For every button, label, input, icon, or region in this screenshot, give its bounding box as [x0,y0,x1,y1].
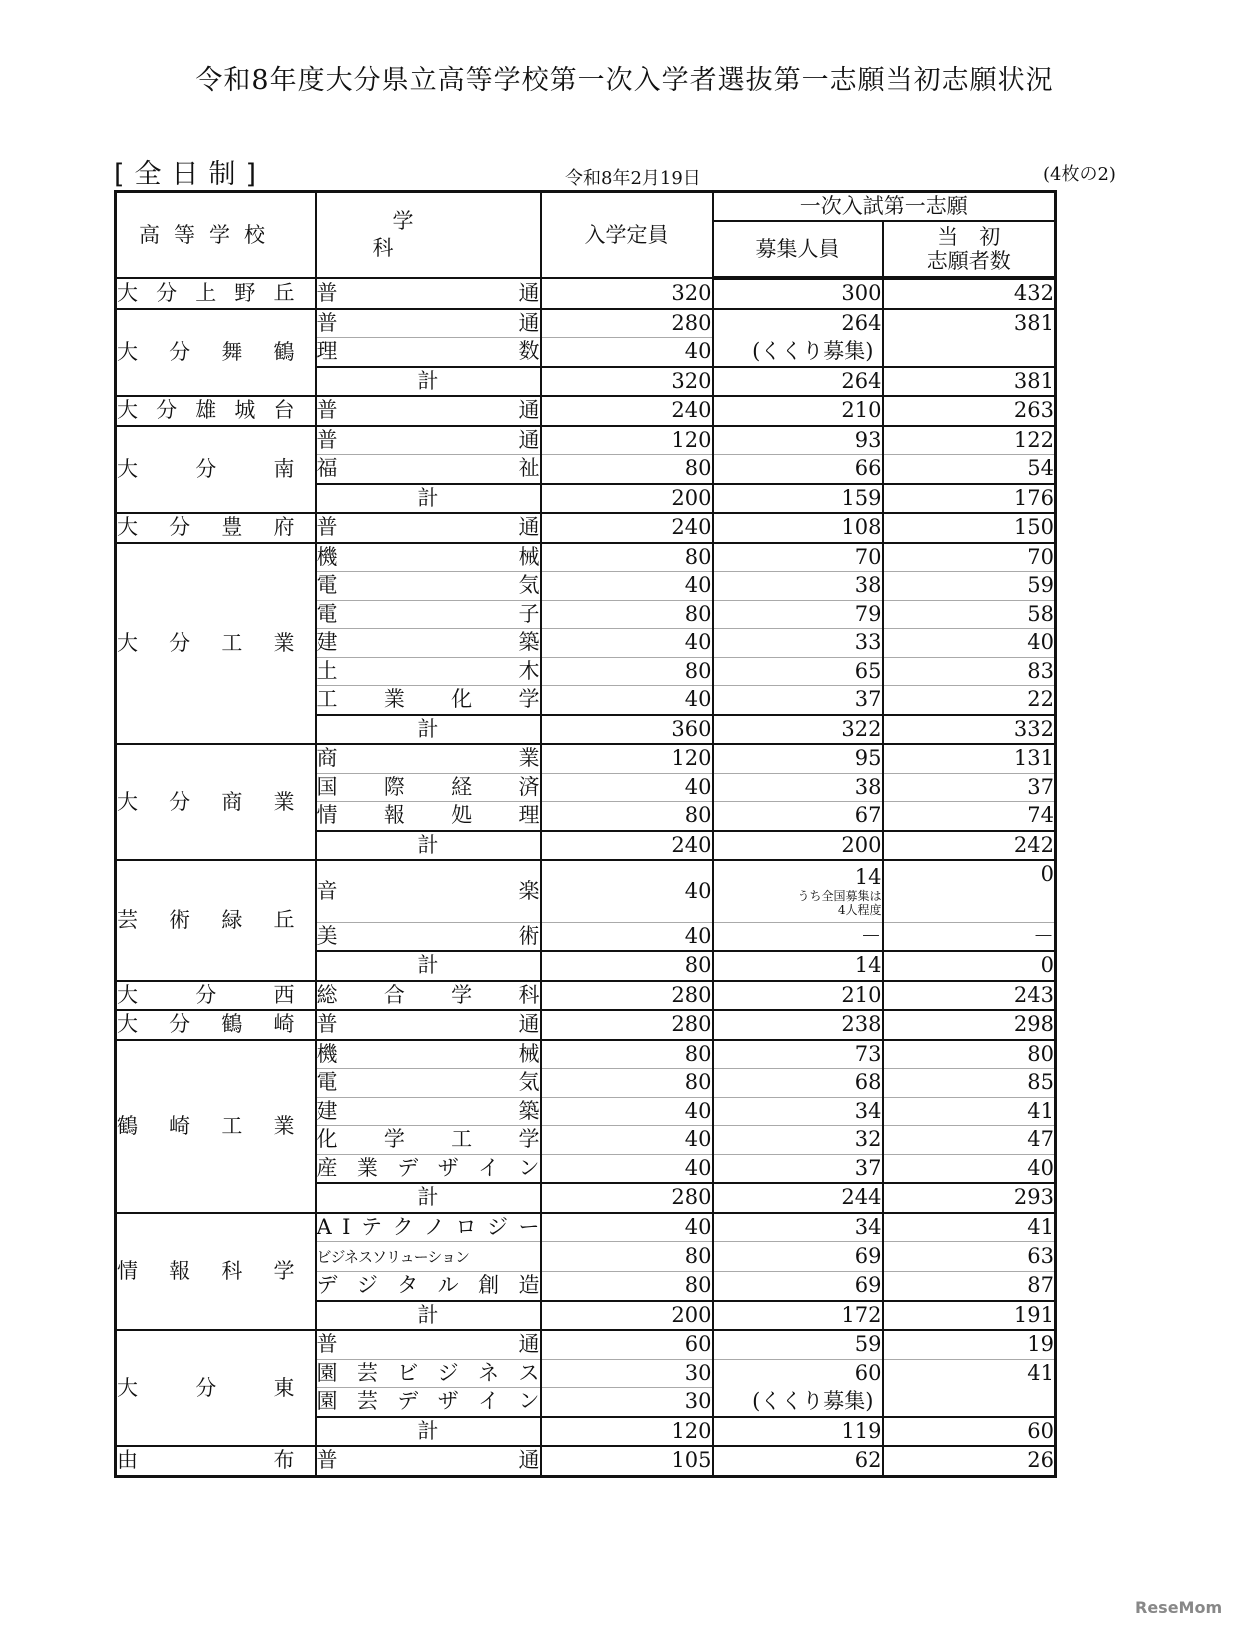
capacity-value: 40 [541,860,713,922]
school-name: 大 分 西 [116,981,316,1011]
capacity-value: 80 [541,1040,713,1069]
table-row [116,744,1056,773]
department-name: ビジネスソリューション [316,1242,541,1272]
capacity-value: 240 [541,396,713,426]
resemom-logo: ReseMom [1135,1598,1223,1617]
capacity-value: 360 [541,715,713,745]
applicants-value: 0 [883,860,1056,922]
applicants-value: 41 [883,1359,1056,1388]
department-name: 普 通 [316,396,541,426]
recruit-value: 73 [713,1040,883,1069]
recruit-value: － [713,922,883,951]
applicants-value: 176 [883,484,1056,514]
department-name: 計 [316,951,541,981]
department-name: 普 通 [316,278,541,309]
recruit-value: 34 [713,1213,883,1242]
capacity-value: 80 [541,600,713,629]
applicants-value: 242 [883,831,1056,861]
applicants-value: 19 [883,1330,1056,1359]
department-name: 機 械 [316,543,541,572]
header-dept: 学科 [316,192,541,279]
applicants-value: 37 [883,773,1056,802]
header-first-choice-group: 一次入試第一志願 [713,192,1056,222]
applicants-value: 87 [883,1272,1056,1301]
section-label: [全日制] [114,159,267,190]
recruit-value: 93 [713,426,883,455]
applicants-value: 131 [883,744,1056,773]
capacity-value: 80 [541,951,713,981]
department-name: 計 [316,1301,541,1331]
table-row [116,426,1056,455]
department-name: 計 [316,367,541,397]
department-name: 建 築 [316,629,541,658]
capacity-value: 80 [541,657,713,686]
capacity-value: 40 [541,1097,713,1126]
department-name: 電 子 [316,600,541,629]
applicants-value: 26 [883,1446,1056,1476]
header-recruit: 募集人員 [713,221,883,278]
capacity-value: 80 [541,1069,713,1098]
applicants-value: 85 [883,1069,1056,1098]
recruit-value: 38 [713,572,883,601]
capacity-value: 40 [541,1213,713,1242]
department-name: 福 祉 [316,455,541,484]
recruit-value: 70 [713,543,883,572]
applicants-value: 381 [883,309,1056,338]
capacity-value: 80 [541,543,713,572]
department-name: A I テ ク ノ ロ ジ ー [316,1213,541,1242]
table-row [116,1213,1056,1242]
table-body [116,278,1056,1476]
recruit-value: 69 [713,1272,883,1301]
document-title: 令和8年度大分県立高等学校第一次入学者選抜第一志願当初志願状況 [195,65,1054,96]
recruit-value: 66 [713,455,883,484]
capacity-value: 80 [541,1242,713,1272]
recruit-value: 200 [713,831,883,861]
capacity-value: 240 [541,831,713,861]
department-name: 園 芸 デ ザ イ ン [316,1388,541,1417]
applicants-value: 381 [883,367,1056,397]
table-row [116,1040,1056,1069]
applicants-value: 432 [883,278,1056,309]
recruit-value: 264 [713,309,883,338]
school-name: 大 分 上 野 丘 [116,278,316,309]
table-row [116,396,1056,426]
recruit-value: 59 [713,1330,883,1359]
recruit-value: (くくり募集) [713,338,883,367]
recruit-value: 67 [713,802,883,831]
capacity-value: 40 [541,1154,713,1183]
table-row [116,543,1056,572]
applicants-value: 54 [883,455,1056,484]
capacity-value: 40 [541,1126,713,1155]
applicants-value: 41 [883,1097,1056,1126]
department-name: 計 [316,1417,541,1447]
school-name: 芸 術 緑 丘 [116,860,316,981]
table-row [116,278,1056,309]
recruit-value: 37 [713,686,883,715]
recruit-value: 322 [713,715,883,745]
capacity-value: 80 [541,802,713,831]
department-name: 普 通 [316,1446,541,1476]
recruit-value: 34 [713,1097,883,1126]
school-name: 大 分 東 [116,1330,316,1446]
applicants-value: 263 [883,396,1056,426]
recruit-value: 159 [713,484,883,514]
applicants-value: 293 [883,1183,1056,1213]
header-capacity: 入学定員 [541,192,713,279]
recruit-value: 69 [713,1242,883,1272]
capacity-value: 40 [541,572,713,601]
recruit-value: 210 [713,396,883,426]
table-row [116,860,1056,922]
school-name: 大 分 南 [116,426,316,514]
applicants-value: 22 [883,686,1056,715]
table-row [116,981,1056,1011]
department-name: 産 業 デ ザ イ ン [316,1154,541,1183]
recruit-value: 172 [713,1301,883,1331]
recruit-value: 14 うち全国募集は 4人程度 [713,860,883,922]
department-name: 普 通 [316,309,541,338]
applicants-value [883,338,1056,367]
header-applicants: 当 初 志願者数 [883,221,1056,278]
table-row [116,513,1056,543]
recruit-value: (くくり募集) [713,1388,883,1417]
recruit-value: 108 [713,513,883,543]
header-school: 高等学校 [116,192,316,279]
department-name: 計 [316,715,541,745]
recruit-value: 210 [713,981,883,1011]
capacity-value: 320 [541,278,713,309]
recruit-value: 60 [713,1359,883,1388]
recruit-value: 79 [713,600,883,629]
capacity-value: 120 [541,426,713,455]
recruit-value: 95 [713,744,883,773]
department-name: 計 [316,831,541,861]
department-name: 計 [316,1183,541,1213]
applicants-value: 74 [883,802,1056,831]
capacity-value: 120 [541,744,713,773]
applicants-value [883,1388,1056,1417]
table-row [116,1010,1056,1040]
applicants-value: 150 [883,513,1056,543]
department-name: 機 械 [316,1040,541,1069]
recruit-value: 32 [713,1126,883,1155]
department-name: 音 楽 [316,860,541,922]
recruit-value: 33 [713,629,883,658]
capacity-value: 320 [541,367,713,397]
recruit-value: 62 [713,1446,883,1476]
school-name: 大 分 鶴 崎 [116,1010,316,1040]
department-name: 総 合 学 科 [316,981,541,1011]
capacity-value: 200 [541,484,713,514]
school-name: 由 布 [116,1446,316,1476]
school-name: 大 分 豊 府 [116,513,316,543]
department-name: 国 際 経 済 [316,773,541,802]
department-name: 理 数 [316,338,541,367]
applicants-value: 83 [883,657,1056,686]
applicants-value: 59 [883,572,1056,601]
department-name: デ ジ タ ル 創 造 [316,1272,541,1301]
capacity-value: 40 [541,773,713,802]
applicants-value: 122 [883,426,1056,455]
department-name: 工 業 化 学 [316,686,541,715]
school-name: 大 分 工 業 [116,543,316,745]
applicants-value: 80 [883,1040,1056,1069]
department-name: 化 学 工 学 [316,1126,541,1155]
capacity-value: 280 [541,1183,713,1213]
capacity-value: 40 [541,922,713,951]
school-name: 大 分 商 業 [116,744,316,860]
application-status-table [114,190,1057,1478]
capacity-value: 30 [541,1359,713,1388]
applicants-value: 243 [883,981,1056,1011]
table-row [116,1446,1056,1476]
recruit-value: 264 [713,367,883,397]
applicants-value: 298 [883,1010,1056,1040]
department-name: 普 通 [316,513,541,543]
page-indicator: (4枚の2) [1043,164,1116,185]
recruit-value: 119 [713,1417,883,1447]
department-name: 園 芸 ビ ジ ネ ス [316,1359,541,1388]
department-name: 情 報 処 理 [316,802,541,831]
department-name: 美 術 [316,922,541,951]
capacity-value: 200 [541,1301,713,1331]
department-name: 電 気 [316,1069,541,1098]
school-name: 鶴 崎 工 業 [116,1040,316,1213]
department-name: 電 気 [316,572,541,601]
school-name: 大 分 雄 城 台 [116,396,316,426]
school-name: 情 報 科 学 [116,1213,316,1331]
capacity-value: 80 [541,455,713,484]
capacity-value: 40 [541,338,713,367]
department-name: 土 木 [316,657,541,686]
capacity-value: 60 [541,1330,713,1359]
applicants-value: 191 [883,1301,1056,1331]
applicants-value: 40 [883,629,1056,658]
department-name: 普 通 [316,1330,541,1359]
department-name: 計 [316,484,541,514]
recruit-value: 68 [713,1069,883,1098]
recruit-value: 37 [713,1154,883,1183]
school-name: 大 分 舞 鶴 [116,309,316,397]
recruit-value: 14 [713,951,883,981]
capacity-value: 40 [541,686,713,715]
capacity-value: 240 [541,513,713,543]
capacity-value: 280 [541,981,713,1011]
capacity-value: 80 [541,1272,713,1301]
capacity-value: 30 [541,1388,713,1417]
recruit-value: 244 [713,1183,883,1213]
department-name: 普 通 [316,1010,541,1040]
department-name: 普 通 [316,426,541,455]
capacity-value: 120 [541,1417,713,1447]
report-date: 令和8年2月19日 [565,168,701,189]
recruit-value: 38 [713,773,883,802]
applicants-value: － [883,922,1056,951]
applicants-value: 63 [883,1242,1056,1272]
recruit-value: 300 [713,278,883,309]
capacity-value: 280 [541,1010,713,1040]
capacity-value: 105 [541,1446,713,1476]
applicants-value: 0 [883,951,1056,981]
department-name: 商 業 [316,744,541,773]
capacity-value: 40 [541,629,713,658]
applicants-value: 70 [883,543,1056,572]
applicants-value: 60 [883,1417,1056,1447]
table-row [116,309,1056,338]
recruit-value: 65 [713,657,883,686]
table-row [116,1330,1056,1359]
recruit-value: 238 [713,1010,883,1040]
applicants-value: 58 [883,600,1056,629]
applicants-value: 47 [883,1126,1056,1155]
department-name: 建 築 [316,1097,541,1126]
applicants-value: 41 [883,1213,1056,1242]
applicants-value: 40 [883,1154,1056,1183]
capacity-value: 280 [541,309,713,338]
applicants-value: 332 [883,715,1056,745]
